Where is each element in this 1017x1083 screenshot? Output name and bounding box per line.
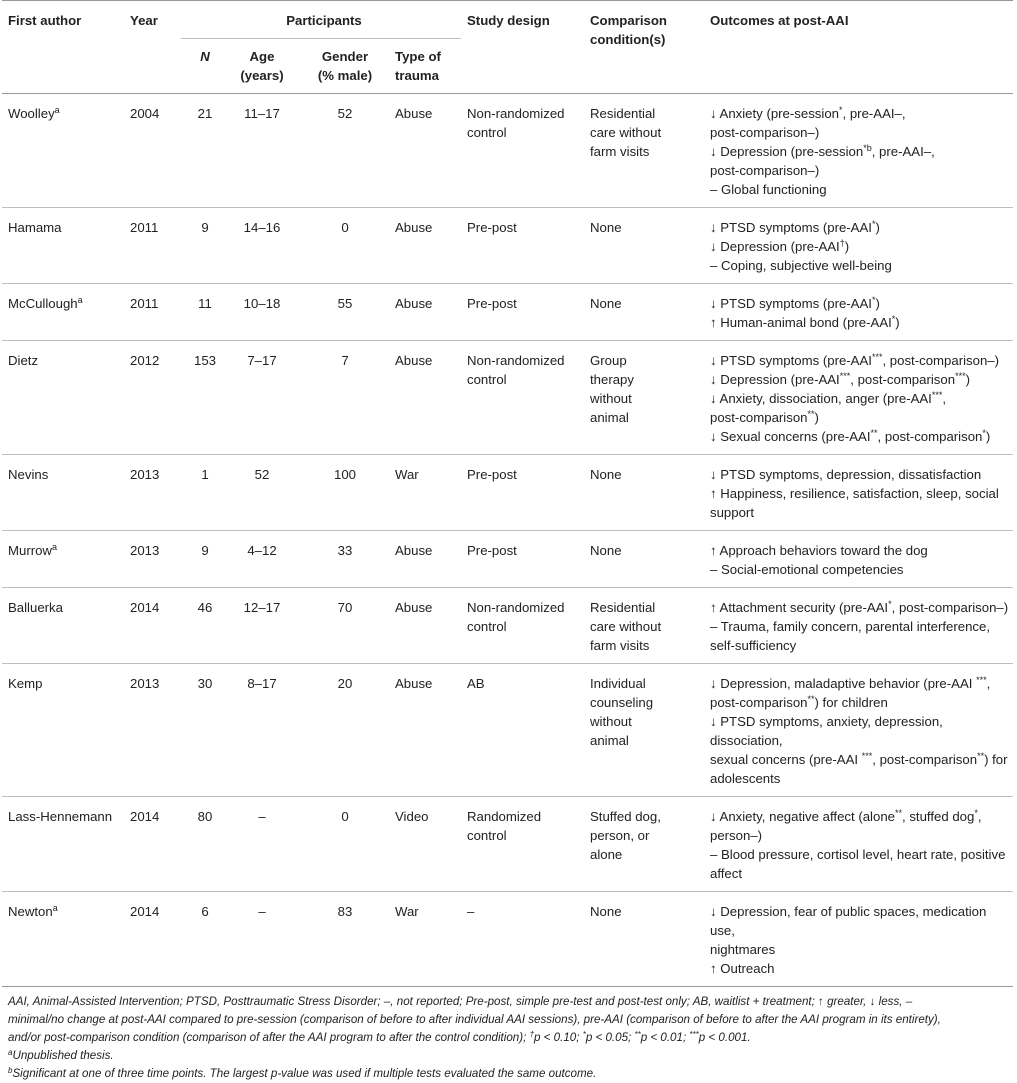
table-row (2, 664, 1013, 797)
outcome-line: ↓ Depression (pre-AAI***, post-comparison***) (710, 371, 970, 387)
cell-study-design: Pre-post (467, 543, 517, 558)
cell-comparison: None (590, 904, 622, 919)
cell-n: 6 (201, 904, 209, 919)
cell-study-design: AB (467, 676, 485, 691)
cell-author: Woolley$^a$ (8, 105, 60, 121)
cell-comparison: Individual counseling without animal (590, 676, 654, 748)
cell-trauma: War (395, 467, 419, 482)
cell-age: 52 (254, 467, 270, 482)
cell-gender: 20 (337, 676, 353, 691)
outcome-line: – Global functioning (710, 182, 827, 197)
cell-year: 2013 (130, 543, 160, 558)
cell-comparison: None (590, 543, 622, 558)
cell-gender: 55 (337, 296, 353, 311)
cell-n: 1 (201, 467, 209, 482)
cell-comparison: Group therapy without animal (590, 353, 634, 425)
outcome-line: post-comparison–) (710, 125, 820, 140)
cell-n: 9 (201, 543, 209, 558)
cell-author: Nevins (8, 467, 49, 482)
cell-author: McCullough$^a$ (8, 295, 83, 311)
outcome-line: ↓ Anxiety, negative affect (alone**, stuffed dog*, (710, 808, 982, 824)
note-abbreviations-1: AAI, Animal-Assisted Intervention; PTSD, Posttraumatic Stress Disorder; –, not reported; Pre-post, simple pre-test and post-test only; AB, waitlist + treatment; ↑ greater, ↓ less, – (8, 995, 913, 1008)
table-notes (8, 993, 1008, 1083)
cell-n: 80 (197, 809, 213, 824)
cell-study-design: Non-randomized control (467, 106, 565, 140)
cell-study-design: Pre-post (467, 296, 517, 311)
outcome-line: ↓ Depression (pre-AAI†) (710, 238, 850, 254)
cell-age: 14–16 (243, 220, 281, 235)
header-outcomes: Outcomes at post-AAI (710, 13, 849, 28)
cell-trauma: Video (395, 809, 429, 824)
cell-study-design: Non-randomized control (467, 353, 565, 387)
cell-outcomes (704, 341, 1013, 455)
cell-author: Murrow$^a$ (8, 542, 57, 558)
cell-year: 2014 (130, 904, 160, 919)
cell-study-design: – (467, 904, 475, 919)
outcome-line: affect (710, 866, 743, 881)
cell-comparison: None (590, 220, 622, 235)
outcome-line: ↑ Happiness, resilience, satisfaction, sleep, social (710, 486, 999, 501)
cell-age: – (258, 904, 266, 919)
cell-age: 4–12 (247, 543, 277, 558)
outcome-line: ↓ Depression, fear of public spaces, medication use, (710, 904, 987, 938)
cell-trauma: Abuse (395, 676, 433, 691)
outcome-line: post-comparison**) (710, 409, 819, 425)
table-row (2, 455, 1013, 531)
outcome-line: self-sufficiency (710, 638, 797, 653)
cell-age: 8–17 (247, 676, 277, 691)
outcome-line: ↓ PTSD symptoms, depression, dissatisfaction (710, 467, 982, 482)
cell-comparison: Residential care without farm visits (590, 600, 662, 653)
cell-gender: 0 (341, 809, 349, 824)
table-row (2, 94, 1013, 208)
outcome-line: – Blood pressure, cortisol level, heart rate, positive (710, 847, 1006, 862)
cell-year: 2014 (130, 600, 160, 615)
outcome-line: ↓ PTSD symptoms (pre-AAI*) (710, 295, 880, 311)
cell-n: 30 (197, 676, 213, 691)
outcome-line: – Coping, subjective well-being (710, 258, 892, 273)
cell-outcomes (704, 664, 1013, 797)
header-gender: Gender (% male) (317, 49, 373, 83)
cell-outcomes (704, 588, 1013, 664)
cell-trauma: Abuse (395, 220, 433, 235)
cell-study-design: Pre-post (467, 467, 517, 482)
header-age: Age (years) (240, 49, 284, 83)
cell-gender: 0 (341, 220, 349, 235)
outcome-line: ↑ Approach behaviors toward the dog (710, 543, 928, 558)
table-row (2, 797, 1013, 892)
studies-table (2, 0, 1013, 987)
header-year: Year (130, 13, 158, 28)
cell-gender: 7 (341, 353, 349, 368)
cell-year: 2011 (130, 220, 159, 235)
outcome-line: ↓ Anxiety (pre-session*, pre-AAI–, (710, 105, 906, 121)
cell-gender: 33 (337, 543, 353, 558)
outcome-line: post-comparison**) for children (710, 694, 888, 710)
outcome-line: ↑ Human-animal bond (pre-AAI*) (710, 314, 900, 330)
cell-trauma: War (395, 904, 419, 919)
cell-year: 2012 (130, 353, 160, 368)
outcome-line: ↑ Attachment security (pre-AAI*, post-comparison–) (710, 599, 1009, 615)
cell-year: 2011 (130, 296, 159, 311)
outcome-line: ↓ PTSD symptoms (pre-AAI***, post-comparison–) (710, 352, 1000, 368)
outcome-line: sexual concerns (pre-AAI ***, post-comparison**) for (710, 751, 1008, 767)
cell-n: 9 (201, 220, 209, 235)
cell-trauma: Abuse (395, 353, 433, 368)
cell-author: Kemp (8, 676, 43, 691)
cell-trauma: Abuse (395, 543, 433, 558)
note-significance: and/or post-comparison condition (comparison of after the AAI program to after the control condition); †p < 0.10; *p < 0.05; **p < 0.01; ***p < 0.001. (8, 1030, 751, 1044)
cell-n: 11 (198, 296, 212, 311)
header-first-author: First author (8, 13, 82, 28)
table-header (2, 1, 1013, 94)
cell-outcomes (704, 531, 1013, 588)
cell-author: Balluerka (8, 600, 63, 615)
outcome-line: post-comparison–) (710, 163, 820, 178)
cell-study-design: Non-randomized control (467, 600, 565, 634)
header-n: N (200, 49, 210, 64)
table-row (2, 341, 1013, 455)
cell-author: Lass-Hennemann (8, 809, 113, 824)
cell-age: – (258, 809, 266, 824)
cell-outcomes (704, 797, 1013, 892)
cell-age: 7–17 (247, 353, 277, 368)
cell-author: Hamama (8, 220, 62, 235)
note-a: $^a$Unpublished thesis. (8, 1048, 114, 1062)
cell-gender: 70 (337, 600, 353, 615)
cell-year: 2014 (130, 809, 160, 824)
header-participants: Participants (181, 1, 461, 39)
outcome-line: ↑ Outreach (710, 961, 775, 976)
note-abbreviations-2: minimal/no change at post-AAI compared to pre-session (comparison of before to after individual AAI sessions), pre-AAI (comparison of before to after the AAI program in its entirety), (8, 1013, 941, 1026)
cell-outcomes (704, 892, 1013, 987)
outcome-line: support (710, 505, 754, 520)
cell-age: 12–17 (243, 600, 281, 615)
cell-gender: 100 (333, 467, 356, 482)
header-comparison: Comparison condition(s) (590, 13, 667, 47)
cell-n: 46 (197, 600, 213, 615)
outcome-line: ↓ Anxiety, dissociation, anger (pre-AAI***, (710, 390, 947, 406)
cell-comparison: None (590, 296, 622, 311)
table-row (2, 531, 1013, 588)
cell-gender: 83 (337, 904, 353, 919)
cell-trauma: Abuse (395, 600, 433, 615)
cell-comparison: Stuffed dog, person, or alone (590, 809, 661, 862)
table-row (2, 892, 1013, 987)
outcome-line: ↓ PTSD symptoms (pre-AAI*) (710, 219, 880, 235)
cell-author: Newton$^a$ (8, 903, 58, 919)
cell-year: 2013 (130, 676, 160, 691)
table-row (2, 588, 1013, 664)
cell-trauma: Abuse (395, 296, 433, 311)
outcome-line: nightmares (710, 942, 776, 957)
cell-outcomes (704, 94, 1013, 208)
header-trauma: Type of trauma (395, 49, 441, 83)
cell-comparison: Residential care without farm visits (590, 106, 662, 159)
cell-age: 11–17 (244, 106, 280, 121)
outcome-line: ↓ Depression, maladaptive behavior (pre-AAI ***, (710, 675, 991, 691)
cell-study-design: Randomized control (467, 809, 542, 843)
cell-author: Dietz (8, 353, 39, 368)
outcome-line: ↓ PTSD symptoms, anxiety, depression, dissociation, (710, 714, 943, 748)
cell-year: 2013 (130, 467, 160, 482)
outcome-line: – Social-emotional competencies (710, 562, 904, 577)
outcome-line: adolescents (710, 771, 781, 786)
header-study-design: Study design (467, 13, 550, 28)
cell-n: 21 (197, 106, 213, 121)
table-body (2, 94, 1013, 987)
cell-comparison: None (590, 467, 622, 482)
table-row (2, 284, 1013, 341)
cell-study-design: Pre-post (467, 220, 517, 235)
cell-outcomes (704, 208, 1013, 284)
outcome-line: ↓ Sexual concerns (pre-AAI**, post-comparison*) (710, 428, 991, 444)
cell-gender: 52 (337, 106, 353, 121)
cell-n: 153 (193, 353, 216, 368)
cell-outcomes (704, 455, 1013, 531)
outcome-line: – Trauma, family concern, parental interference, (710, 619, 991, 634)
outcome-line: person–) (710, 828, 763, 843)
cell-age: 10–18 (243, 296, 281, 311)
cell-year: 2004 (130, 106, 160, 121)
table-row (2, 208, 1013, 284)
note-b: $^b$Significant at one of three time points. The largest p-value was used if multiple tests evaluated the same outcome. (8, 1066, 597, 1080)
cell-trauma: Abuse (395, 106, 433, 121)
outcome-line: ↓ Depression (pre-session$^{*b}$, pre-AAI–, (710, 143, 935, 159)
cell-outcomes (704, 284, 1013, 341)
